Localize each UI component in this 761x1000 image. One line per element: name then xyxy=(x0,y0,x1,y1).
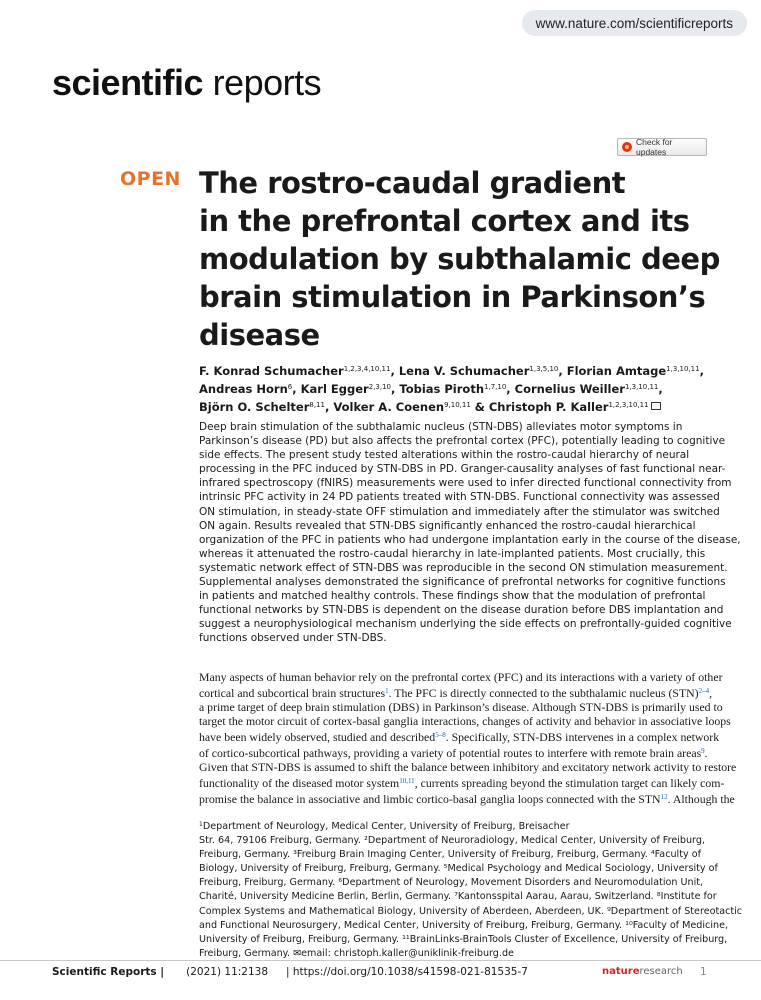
journal-logo xyxy=(52,62,321,104)
affiliation-line xyxy=(199,818,711,834)
author-separator: , xyxy=(506,382,515,396)
abstract-line: side effects. The present study tested alterations within the rostro-caudal hierarchy of neural xyxy=(199,449,690,462)
author-list xyxy=(199,361,719,415)
publisher-logo-bold: nature xyxy=(602,966,640,977)
author-name[interactable]: Andreas Horn xyxy=(199,382,288,396)
author-affiliation: 1,2,3,10,11 xyxy=(608,401,649,409)
title-line: modulation by subthalamic deep xyxy=(199,242,720,276)
body-line xyxy=(199,714,731,728)
author-separator: , xyxy=(324,400,334,414)
title-line: brain stimulation in Parkinson’s xyxy=(199,280,706,314)
affiliation-line xyxy=(199,876,711,890)
abstract-line: systematic network effect of STN-DBS was reproducible in the second ON stimulation measurement. xyxy=(199,561,728,574)
affiliation-line xyxy=(199,890,717,904)
author-separator: , xyxy=(658,382,663,396)
affiliation-number: 1 xyxy=(199,821,203,828)
author-affiliation: 2,3,10 xyxy=(368,383,391,391)
journal-logo-light: reports xyxy=(203,62,322,103)
affiliation-text: Str. 64, 79106 Freiburg, Germany. ²Department of Neuroradiology, Medical Center, University of Freiburg, xyxy=(199,835,705,847)
body-line xyxy=(199,744,711,760)
crossmark-icon xyxy=(622,142,632,152)
author-name[interactable]: F. Konrad Schumacher xyxy=(199,364,344,378)
affiliation-text: Freiburg, Freiburg, Germany. ⁶Department of Neurology, Movement Disorders and Neuromodulation Unit, xyxy=(199,877,704,889)
author-name[interactable]: Björn O. Schelter xyxy=(199,400,310,414)
author-separator: , xyxy=(292,382,301,396)
author-affiliation: 6 xyxy=(287,383,293,391)
journal-logo-bold: scientific xyxy=(52,62,204,103)
affiliation-line xyxy=(199,834,711,848)
author-separator: , xyxy=(558,364,567,378)
affiliation-text: Freiburg, Germany. ³Freiburg Brain Imaging Center, University of Freiburg, Freiburg, Germany. ⁴Faculty of xyxy=(199,849,701,861)
author-affiliation: 1,3,5,10 xyxy=(529,365,559,373)
body-text: target the motor circuit of cortex-basal ganglia interactions, changes of activity and behavior in associative loops xyxy=(199,714,731,728)
citation-link[interactable]: 10,11 xyxy=(399,777,415,785)
page-footer xyxy=(52,966,707,978)
author-name[interactable]: Florian Amtage xyxy=(566,364,667,378)
abstract-line: Deep brain stimulation of the subthalamic nucleus (STN-DBS) alleviates motor symptoms in xyxy=(199,421,683,433)
author-line xyxy=(199,361,719,379)
body-text: promise the balance in associative and limbic cortico-basal ganglia loops connected with the STN xyxy=(199,792,661,806)
body-text: functionality of the diseased motor system xyxy=(199,776,400,790)
abstract xyxy=(199,420,741,646)
footer-journal: Scientific Reports | xyxy=(52,966,165,978)
body-line xyxy=(199,700,723,714)
author-affiliation: 1,2,3,4,10,11 xyxy=(343,365,391,373)
author-line xyxy=(199,397,719,415)
affiliation-text: Complex Systems and Mathematical Biology, University of Aberdeen, Aberdeen, UK. ⁹Department of Stereotactic xyxy=(199,905,743,917)
author-separator: & xyxy=(470,400,489,414)
body-text: . xyxy=(704,746,708,760)
email-icon[interactable] xyxy=(651,402,661,410)
body-text: , xyxy=(709,686,713,700)
author-separator: , xyxy=(699,364,704,378)
body-text: cortical and subcortical brain structures xyxy=(199,686,386,700)
affiliation-text: and Functional Neurosurgery, Medical Center, University of Freiburg, Freiburg, Germany. ¹⁰Faculty of Medicine, xyxy=(199,919,729,931)
body-text: have been widely observed, studied and described xyxy=(199,730,436,744)
correspondence-email[interactable]: Freiburg, Germany. ✉email: christoph.kaller@uniklinik-freiburg.de xyxy=(199,947,514,959)
abstract-line: ON again. Results revealed that STN-DBS significantly enhanced the rostro-caudal hierarchical xyxy=(199,519,696,532)
citation-link[interactable]: 12 xyxy=(660,793,668,801)
body-text: . Although the xyxy=(667,792,735,806)
abstract-line: ON stimulation, in steady-state OFF stimulation and immediately after the stimulator was switched xyxy=(199,505,720,518)
author-name[interactable]: Lena V. Schumacher xyxy=(398,364,530,378)
author-name[interactable]: Christoph P. Kaller xyxy=(488,400,609,414)
affiliations xyxy=(199,818,743,961)
affiliation-line[interactable] xyxy=(199,947,711,961)
body-text: Given that STN-DBS is assumed to shift the balance between inhibitory and excitatory network activity to restore xyxy=(199,760,737,774)
abstract-line: functional networks by STN-DBS is dependent on the disease duration before DBS implantation and xyxy=(199,604,724,617)
body-line xyxy=(199,760,737,774)
check-for-updates-button[interactable] xyxy=(617,138,707,156)
journal-url[interactable]: www.nature.com/scientificreports xyxy=(522,10,747,36)
body-text: . The PFC is directly connected to the subthalamic nucleus (STN) xyxy=(388,686,699,700)
body-line xyxy=(199,728,720,744)
body-text: of cortico-subcortical pathways, providing a variety of potential routes to interfere with remote brain areas xyxy=(199,746,702,760)
body-text: . Specifically, STN-DBS intervenes in a complex network xyxy=(445,730,720,744)
author-name[interactable]: Cornelius Weiller xyxy=(514,382,625,396)
body-text: a prime target of deep brain stimulation (DBS) in Parkinson’s disease. Although STN-DBS is primarily used to xyxy=(199,700,723,714)
publisher-logo-light: research xyxy=(639,966,683,977)
check-for-updates-label: Check for updates xyxy=(636,137,673,157)
footer-divider xyxy=(0,960,761,961)
affiliation-text: Charité, University Medicine Berlin, Berlin, Germany. ⁷Kantonsspital Aarau, Aarau, Switzerland. ⁸Institute for xyxy=(199,891,717,903)
affiliation-text: Department of Neurology, Medical Center, University of Freiburg, Breisacher xyxy=(202,821,570,832)
citation-link[interactable]: 5–8 xyxy=(435,731,446,739)
body-text: Many aspects of human behavior rely on the prefrontal cortex (PFC) and its interactions with a variety of other xyxy=(199,670,723,684)
open-access-label: OPEN xyxy=(120,168,181,190)
author-separator: , xyxy=(390,364,399,378)
author-name[interactable]: Karl Egger xyxy=(300,382,369,396)
abstract-line: whereas it attenuated the rostro-caudal hierarchy in late-implanted patients. Most crucially, this xyxy=(199,547,706,560)
affiliation-text: Biology, University of Freiburg, Freiburg, Germany. ⁵Medical Psychology and Medical Sociology, University of xyxy=(199,863,718,875)
author-affiliation: 9,10,11 xyxy=(444,401,471,409)
page-number: 1 xyxy=(700,966,707,978)
citation-link[interactable]: 9 xyxy=(701,747,705,755)
article-title xyxy=(199,164,739,354)
author-affiliation: 1,3,10,11 xyxy=(624,383,659,391)
author-affiliation: 8,11 xyxy=(309,401,325,409)
affiliation-line xyxy=(199,919,729,933)
body-line xyxy=(199,670,723,684)
body-line xyxy=(199,684,711,700)
author-separator: , xyxy=(391,382,400,396)
abstract-line: infrared spectroscopy (fNIRS) measurements were used to infer directed functional connectivity from xyxy=(199,477,732,490)
abstract-line: organization of the PFC in patients who had undergone implantation early in the course of the disease, xyxy=(199,533,741,546)
abstract-line: suggest a neurophysiological mechanism underlying the side effects on prefrontally-guided cognitive xyxy=(199,618,732,631)
title-line: in the prefrontal cortex and its xyxy=(199,204,690,238)
author-affiliation: 1,7,10 xyxy=(484,383,507,391)
affiliation-line xyxy=(199,862,718,876)
publisher-logo xyxy=(602,966,683,977)
author-line xyxy=(199,379,719,397)
abstract-line: processing in the PFC induced by STN-DBS in PD. Granger-causality analyses of fast functional near- xyxy=(199,463,726,476)
doi-link[interactable]: | https://doi.org/10.1038/s41598-021-81535-7 xyxy=(286,966,528,978)
abstract-line: intrinsic PFC activity in 24 PD patients treated with STN-DBS. Functional connectivity was assessed xyxy=(199,491,720,504)
abstract-line: Parkinson’s disease (PD) but also affects the prefrontal cortex (PFC), potentially leading to cognitive xyxy=(199,435,726,448)
affiliation-text: University of Freiburg, Freiburg, Germany. ¹¹BrainLinks-BrainTools Cluster of Excellence, University of Freiburg, xyxy=(199,933,728,945)
body-line xyxy=(199,790,735,806)
main-text xyxy=(199,670,737,806)
footer-citation: (2021) 11:2138 xyxy=(186,966,269,978)
author-affiliation: 1,3,10,11 xyxy=(666,365,700,373)
affiliation-line xyxy=(199,905,743,919)
abstract-line: in patients and matched healthy controls. These findings show that the modulation of prefrontal xyxy=(199,590,706,603)
affiliation-line xyxy=(199,933,728,947)
body-text: , currents spreading beyond the stimulation target can likely com- xyxy=(414,776,725,790)
author-name[interactable]: Volker A. Coenen xyxy=(333,400,445,414)
title-line: The rostro-caudal gradient xyxy=(199,166,626,200)
affiliation-line xyxy=(199,848,711,862)
citation-link[interactable]: 2–4 xyxy=(698,687,710,695)
title-line: disease xyxy=(199,318,320,352)
author-name[interactable]: Tobias Piroth xyxy=(399,382,485,396)
abstract-line: functions observed under STN-DBS. xyxy=(199,632,387,645)
citation-link[interactable]: 1 xyxy=(385,687,389,695)
abstract-line: Supplemental analyses demonstrated the significance of prefrontal networks for cognitive functions xyxy=(199,576,726,589)
body-line xyxy=(199,774,725,790)
